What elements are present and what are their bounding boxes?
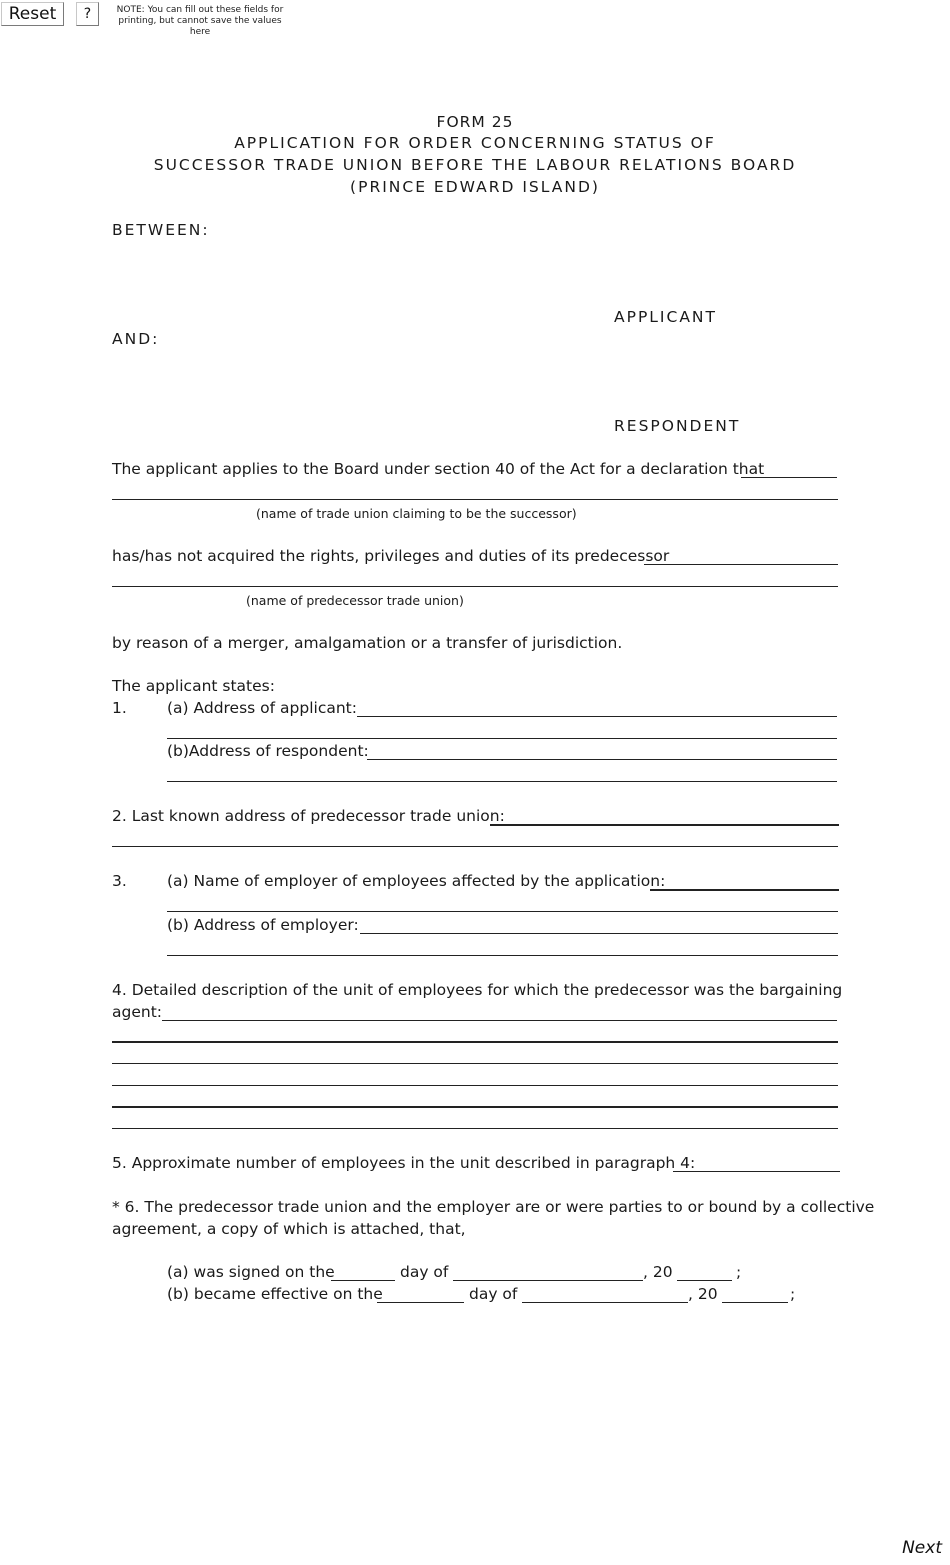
signed-on-label: (a) was signed on the [167, 1263, 335, 1281]
unit-description-field-3[interactable] [112, 1046, 838, 1064]
predecessor-address-field-1[interactable] [490, 806, 839, 824]
predecessor-address-label: 2. Last known address of predecessor trade union: [112, 807, 505, 825]
field-underline [112, 1041, 838, 1043]
signed-year-field[interactable] [677, 1262, 732, 1280]
effective-semicolon: ; [790, 1285, 796, 1303]
field-underline [112, 1063, 838, 1064]
effective-year-prefix: , 20 [688, 1285, 718, 1303]
effective-year-field[interactable] [722, 1284, 788, 1302]
field-underline [677, 1280, 732, 1281]
agreement-text-line1: * 6. The predecessor trade union and the employer are or were parties to or bound by a collective [112, 1198, 875, 1216]
successor-union-field-1[interactable] [741, 459, 837, 477]
form-title-line2: SUCCESSOR TRADE UNION BEFORE THE LABOUR RELATIONS BOARD [153, 156, 797, 174]
field-underline [644, 564, 838, 565]
signed-year-prefix: , 20 [643, 1263, 673, 1281]
field-underline [112, 1106, 838, 1108]
unit-description-field-6[interactable] [112, 1111, 838, 1129]
applicant-address-field-2[interactable] [167, 720, 837, 738]
print-note: NOTE: You can fill out these fields for printing, but cannot save the values here [116, 5, 284, 37]
respondent-address-field-2[interactable] [167, 763, 837, 781]
successor-union-field-2[interactable] [112, 481, 838, 499]
field-underline [112, 846, 838, 847]
field-underline [453, 1280, 643, 1281]
employer-name-label: (a) Name of employer of employees affected by the application: [167, 872, 666, 890]
field-underline [112, 586, 838, 587]
signed-month-field[interactable] [453, 1262, 643, 1280]
field-underline [650, 889, 839, 891]
predecessor-union-field-1[interactable] [644, 546, 838, 564]
field-underline [741, 477, 837, 478]
predecessor-address-field-2[interactable] [112, 828, 838, 846]
field-underline [722, 1302, 788, 1303]
reset-button[interactable]: Reset [1, 2, 64, 26]
form-number: FORM 25 [436, 113, 514, 131]
effective-month-field[interactable] [522, 1284, 688, 1302]
field-underline [167, 911, 838, 912]
applicant-label: APPLICANT [614, 308, 717, 326]
employer-address-field-1[interactable] [360, 915, 838, 933]
applicant-address-label: (a) Address of applicant: [167, 699, 357, 717]
respondent-address-field-1[interactable] [367, 741, 837, 759]
field-underline [167, 738, 837, 739]
predecessor-union-field-2[interactable] [112, 568, 838, 586]
field-underline [167, 781, 837, 782]
unit-description-label-line1: 4. Detailed description of the unit of employees for which the predecessor was the bargaining [112, 981, 843, 999]
states-intro: The applicant states: [112, 677, 275, 695]
item1-number: 1. [112, 699, 127, 717]
employer-name-field-2[interactable] [167, 893, 838, 911]
respondent-address-label: (b)Address of respondent: [167, 742, 369, 760]
agreement-text-line2: agreement, a copy of which is attached, that, [112, 1220, 466, 1238]
field-underline [162, 1020, 837, 1021]
applicant-address-field-1[interactable] [357, 698, 837, 716]
employee-count-label: 5. Approximate number of employees in the unit described in paragraph 4: [112, 1154, 696, 1172]
signed-day-field[interactable] [331, 1262, 395, 1280]
respondent-name-field[interactable] [112, 372, 612, 390]
field-underline [367, 759, 837, 760]
field-underline [357, 716, 837, 717]
signed-day-of-label: day of [400, 1263, 449, 1281]
employer-address-field-2[interactable] [167, 937, 838, 955]
applicant-name-field[interactable] [112, 262, 612, 280]
employer-name-field-1[interactable] [650, 871, 839, 889]
successor-union-caption: (name of trade union claiming to be the successor) [256, 506, 577, 521]
next-page-link[interactable]: Next [902, 1538, 942, 1558]
field-underline [377, 1302, 464, 1303]
form-title-line3: (PRINCE EDWARD ISLAND) [350, 178, 600, 196]
respondent-label: RESPONDENT [614, 417, 741, 435]
between-label: BETWEEN: [112, 221, 210, 239]
unit-description-field-1[interactable] [162, 1002, 837, 1020]
unit-description-field-4[interactable] [112, 1068, 838, 1086]
signed-semicolon: ; [736, 1263, 742, 1281]
and-label: AND: [112, 330, 160, 348]
effective-day-field[interactable] [377, 1284, 464, 1302]
field-underline [673, 1171, 840, 1172]
field-underline [490, 824, 839, 826]
field-underline [360, 933, 838, 934]
effective-day-of-label: day of [469, 1285, 518, 1303]
item3-number: 3. [112, 872, 127, 890]
field-underline [112, 1128, 838, 1129]
acquired-text: has/has not acquired the rights, privileges and duties of its predecessor [112, 547, 670, 565]
form-title-line1: APPLICATION FOR ORDER CONCERNING STATUS OF [234, 134, 716, 152]
predecessor-union-caption: (name of predecessor trade union) [246, 593, 464, 608]
effective-on-label: (b) became effective on the [167, 1285, 383, 1303]
field-underline [331, 1280, 395, 1281]
field-underline [167, 955, 838, 956]
field-underline [112, 499, 838, 500]
employee-count-field[interactable] [673, 1153, 840, 1171]
employer-address-label: (b) Address of employer: [167, 916, 359, 934]
help-button[interactable]: ? [76, 2, 99, 26]
unit-description-field-2[interactable] [112, 1024, 838, 1042]
declaration-intro: The applicant applies to the Board under section 40 of the Act for a declaration that [112, 460, 765, 478]
reason-text: by reason of a merger, amalgamation or a transfer of jurisdiction. [112, 634, 623, 652]
field-underline [112, 1085, 838, 1086]
unit-description-label-line2: agent: [112, 1003, 162, 1021]
field-underline [522, 1302, 688, 1303]
